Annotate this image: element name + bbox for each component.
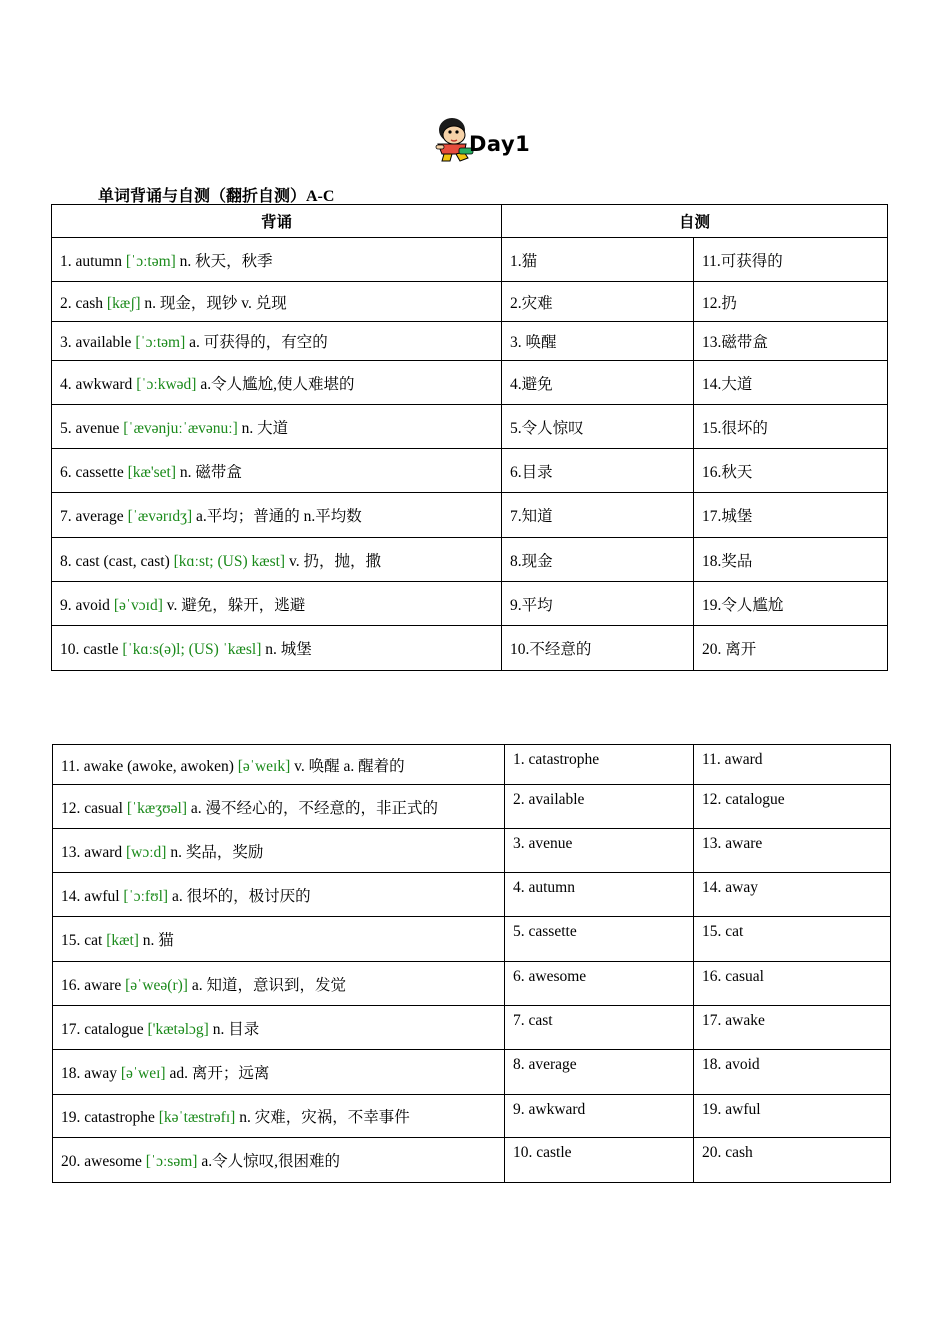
table-row [53, 1095, 891, 1138]
entry-word: autumn [75, 252, 122, 270]
self-test-item: 7. cast [505, 1006, 694, 1050]
self-test-item: 5. cassette [505, 917, 694, 962]
self-test-item: 18.奖品 [694, 538, 888, 582]
entry-word: avoid [75, 596, 110, 614]
entry-number: 9. [60, 596, 72, 614]
entry-word: cast (cast, cast) [75, 552, 170, 570]
table-row [52, 493, 888, 538]
entry-phonetic: [kɑːst; (US) kæst] [173, 552, 286, 570]
self-test-item: 1. catastrophe [505, 745, 694, 785]
table-row [53, 1138, 891, 1183]
entry-definition: a. 知道，意识到，发觉 [191, 976, 346, 994]
entry-definition: n. 城堡 [265, 641, 312, 658]
self-test-item: 3. avenue [505, 829, 694, 873]
entry-definition: v. 扔，抛，撒 [288, 552, 381, 570]
table-row [52, 361, 888, 405]
self-test-item: 14.大道 [694, 361, 888, 405]
self-test-item: 17. awake [694, 1006, 891, 1050]
entry-word: catalogue [84, 1020, 144, 1038]
entry-number: 15. [61, 932, 81, 949]
entry-phonetic: [wɔːd] [126, 843, 167, 861]
entry-word: cassette [75, 463, 124, 481]
table-row [52, 238, 888, 282]
entry-number: 20. [61, 1153, 81, 1170]
table-row [52, 322, 888, 361]
self-test-item: 6. awesome [505, 962, 694, 1006]
entry-phonetic: [ˈkɑːs(ə)l; (US) ˈkæsl] [122, 641, 262, 658]
word-entry [53, 1050, 505, 1095]
word-entry [52, 493, 502, 538]
self-test-item: 11.可获得的 [694, 238, 888, 282]
entry-word: average [75, 508, 124, 525]
self-test-item: 13.磁带盒 [694, 322, 888, 361]
self-test-item: 16. casual [694, 962, 891, 1006]
self-test-item: 12.扔 [694, 282, 888, 322]
word-entry [53, 785, 505, 829]
entry-definition: n. 目录 [212, 1020, 260, 1038]
table-row [53, 1006, 891, 1050]
entry-phonetic: [əˈweɪk] [237, 757, 291, 775]
self-test-item: 2. available [505, 785, 694, 829]
table-row [52, 538, 888, 582]
table-row [53, 745, 891, 785]
table-row [53, 962, 891, 1006]
entry-definition: n. 大道 [241, 419, 289, 437]
word-entry [53, 1006, 505, 1050]
word-entry [52, 626, 502, 671]
table-row [52, 449, 888, 493]
entry-word: award [84, 843, 123, 861]
word-entry [53, 917, 505, 962]
self-test-item: 8.现金 [502, 538, 694, 582]
entry-word: available [75, 334, 132, 351]
table-row [52, 626, 888, 671]
self-test-item: 12. catalogue [694, 785, 891, 829]
self-test-item: 13. aware [694, 829, 891, 873]
entry-definition: n. 磁带盒 [179, 463, 242, 481]
entry-phonetic: [ˈɔːtəm] [135, 334, 186, 351]
recite-table-2 [52, 744, 891, 1183]
entry-definition: n. 秋天，秋季 [179, 252, 273, 270]
word-entry [52, 361, 502, 405]
word-entry [52, 449, 502, 493]
table-row [53, 785, 891, 829]
entry-phonetic: [ˈɔːtəm] [125, 252, 176, 270]
table-row [53, 917, 891, 962]
self-test-item: 2.灾难 [502, 282, 694, 322]
entry-phonetic: [kæt] [106, 932, 139, 949]
self-test-item: 3. 唤醒 [502, 322, 694, 361]
entry-definition: a. 漫不经心的，不经意的，非正式的 [190, 799, 439, 817]
self-test-item: 20. 离开 [694, 626, 888, 671]
self-test-item: 11. award [694, 745, 891, 785]
self-test-item: 20. cash [694, 1138, 891, 1183]
entry-number: 6. [60, 463, 72, 481]
entry-definition: v. 唤醒 a. 醒着的 [294, 757, 405, 775]
section-heading: 单词背诵与自测（翻折自测）A-C [98, 188, 335, 205]
entry-definition: a.令人惊叹,很困难的 [201, 1153, 340, 1170]
entry-word: awesome [84, 1153, 142, 1170]
entry-word: catastrophe [84, 1109, 155, 1126]
self-test-item: 16.秋天 [694, 449, 888, 493]
word-entry [52, 538, 502, 582]
table-header-row [52, 205, 888, 238]
entry-number: 10. [60, 641, 80, 658]
entry-word: avenue [75, 419, 120, 437]
entry-definition: ad. 离开；远离 [169, 1065, 270, 1082]
entry-word: awake (awoke, awoken) [83, 757, 234, 775]
self-test-item: 19. awful [694, 1095, 891, 1138]
self-test-item: 14. away [694, 873, 891, 917]
entry-definition: a.令人尴尬,使人难堪的 [200, 375, 355, 393]
word-entry [53, 745, 505, 785]
self-test-item: 4. autumn [505, 873, 694, 917]
entry-word: awful [84, 887, 120, 905]
table-row [52, 582, 888, 626]
entry-phonetic: [əˈvɔɪd] [113, 596, 163, 614]
entry-number: 16. [61, 976, 81, 994]
entry-phonetic: [kæʃ] [106, 294, 141, 312]
entry-number: 11. [61, 757, 80, 775]
entry-number: 7. [60, 508, 72, 525]
entry-phonetic: [kæ'set] [127, 463, 177, 481]
entry-number: 5. [60, 419, 72, 437]
entry-phonetic: [ˈɔːsəm] [145, 1153, 198, 1170]
table-row [52, 282, 888, 322]
self-test-item: 6.目录 [502, 449, 694, 493]
table-row [53, 1050, 891, 1095]
self-test-item: 1.猫 [502, 238, 694, 282]
entry-number: 8. [60, 552, 72, 570]
entry-phonetic: [ˈævərɪdʒ] [127, 508, 193, 525]
entry-word: awkward [75, 375, 133, 393]
self-test-item: 17.城堡 [694, 493, 888, 538]
entry-phonetic: [əˈweə(r)] [125, 976, 188, 994]
table-row [52, 405, 888, 449]
entry-number: 14. [61, 887, 81, 905]
self-test-item: 18. avoid [694, 1050, 891, 1095]
entry-word: castle [83, 641, 119, 658]
entry-word: cash [75, 294, 104, 312]
entry-definition: n. 灾难，灾祸，不幸事件 [239, 1109, 410, 1126]
word-entry [53, 829, 505, 873]
entry-number: 13. [61, 843, 81, 861]
entry-word: aware [84, 976, 122, 994]
self-test-item: 10. castle [505, 1138, 694, 1183]
word-entry [53, 1138, 505, 1183]
entry-word: cat [84, 932, 103, 949]
self-test-item: 9. awkward [505, 1095, 694, 1138]
entry-number: 3. [60, 334, 72, 351]
entry-number: 4. [60, 375, 72, 393]
entry-phonetic: [ˈkæʒʊəl] [126, 799, 188, 817]
page-header [0, 110, 950, 170]
self-test-item: 15.很坏的 [694, 405, 888, 449]
self-test-item: 10.不经意的 [502, 626, 694, 671]
entry-word: casual [84, 799, 123, 817]
entry-definition: v. 避免，躲开，逃避 [166, 596, 306, 614]
entry-phonetic: [ˈɔːkwəd] [136, 375, 197, 393]
entry-number: 1. [60, 252, 72, 270]
entry-definition: a.平均；普通的 n.平均数 [196, 508, 362, 525]
entry-definition: n. 奖品，奖励 [170, 843, 264, 861]
table-row [53, 873, 891, 917]
word-entry [52, 282, 502, 322]
word-entry [53, 962, 505, 1006]
entry-number: 19. [61, 1109, 81, 1126]
entry-definition: n. 猫 [142, 932, 174, 949]
entry-phonetic: ['kætəlɔg] [147, 1020, 209, 1038]
table-row [53, 829, 891, 873]
entry-definition: n. 现金，现钞 v. 兑现 [144, 294, 287, 312]
word-entry [53, 1095, 505, 1138]
header-recite: 背诵 [52, 205, 502, 238]
word-entry [52, 405, 502, 449]
recite-table-1 [51, 204, 888, 671]
entry-phonetic: [əˈweɪ] [120, 1065, 166, 1082]
self-test-item: 15. cat [694, 917, 891, 962]
entry-number: 2. [60, 294, 72, 312]
day-title: Day1 [469, 132, 531, 156]
entry-phonetic: [kəˈtæstrəfɪ] [158, 1109, 236, 1126]
entry-number: 17. [61, 1020, 81, 1038]
word-entry [53, 873, 505, 917]
word-entry [52, 322, 502, 361]
self-test-item: 5.令人惊叹 [502, 405, 694, 449]
word-entry [52, 582, 502, 626]
self-test-item: 8. average [505, 1050, 694, 1095]
entry-definition: a. 很坏的，极讨厌的 [171, 887, 311, 905]
entry-definition: a. 可获得的，有空的 [189, 334, 328, 351]
header-self-test: 自测 [502, 205, 888, 238]
entry-phonetic: [ˈɔːfʊl] [123, 887, 169, 905]
entry-phonetic: [ˈævənjuːˈævənuː] [123, 419, 238, 437]
self-test-item: 19.令人尴尬 [694, 582, 888, 626]
word-entry [52, 238, 502, 282]
self-test-item: 4.避免 [502, 361, 694, 405]
self-test-item: 9.平均 [502, 582, 694, 626]
self-test-item: 7.知道 [502, 493, 694, 538]
entry-number: 12. [61, 799, 81, 817]
entry-number: 18. [61, 1065, 81, 1082]
entry-word: away [84, 1065, 117, 1082]
